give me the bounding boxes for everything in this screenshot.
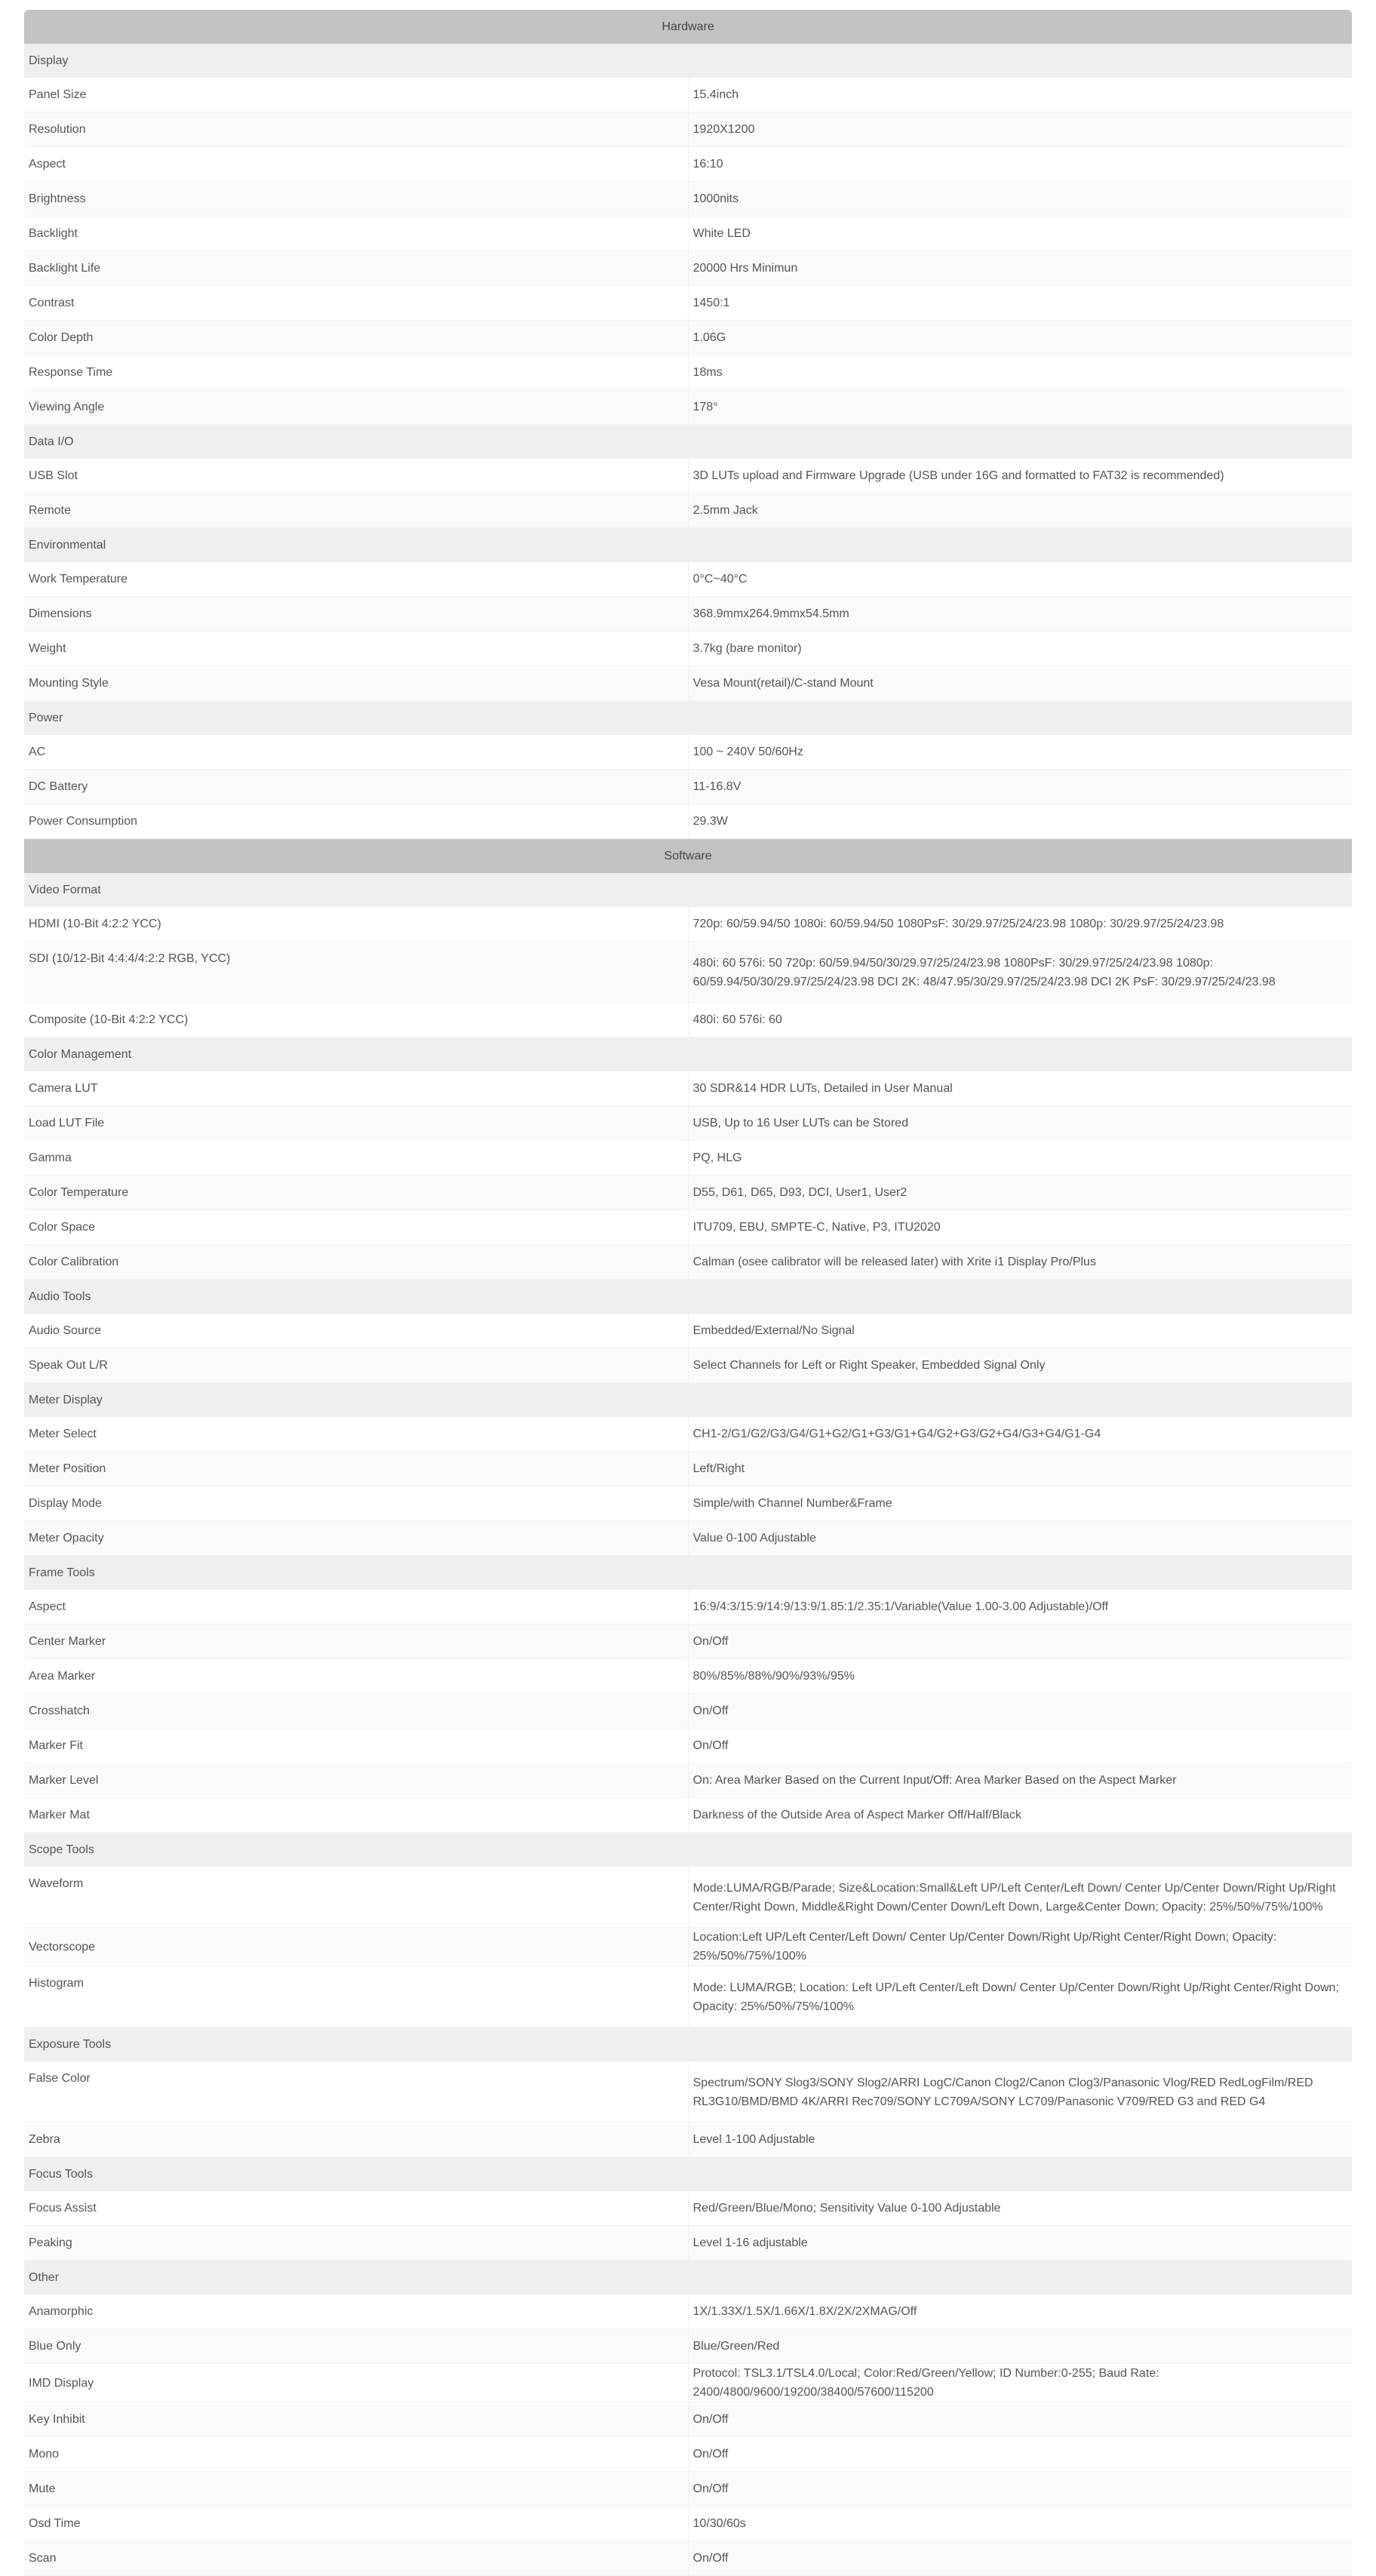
spec-label: Response Time xyxy=(24,355,688,390)
spec-label: Anamorphic xyxy=(24,2295,688,2329)
spec-label: USB Slot xyxy=(24,459,688,493)
spec-row xyxy=(24,1486,1352,1521)
spec-label: Brightness xyxy=(24,182,688,217)
spec-label: Speak Out L/R xyxy=(24,1348,688,1383)
spec-label: Focus Assist xyxy=(24,2191,688,2226)
category-row xyxy=(24,2157,1352,2192)
spec-label: Remote xyxy=(24,493,688,528)
spec-value: 16:10 xyxy=(688,147,1352,182)
spec-row xyxy=(24,1867,1352,1928)
spec-label: Gamma xyxy=(24,1141,688,1176)
spec-label: Backlight Life xyxy=(24,251,688,286)
spec-label: Center Marker xyxy=(24,1625,688,1659)
spec-label: Vectorscope xyxy=(24,1928,688,1966)
category-row xyxy=(24,1833,1352,1867)
spec-label: Color Calibration xyxy=(24,1245,688,1280)
spec-label: Mute xyxy=(24,2472,688,2507)
spec-value: 0°C~40°C xyxy=(688,562,1352,597)
spec-value: On: Area Marker Based on the Current Input/Off: Area Marker Based on the Aspect Marker xyxy=(688,1763,1352,1798)
spec-label: False Color xyxy=(24,2061,688,2123)
spec-row xyxy=(24,1106,1352,1141)
spec-value: 18ms xyxy=(688,355,1352,390)
spec-value: Embedded/External/No Signal xyxy=(688,1314,1352,1348)
spec-row xyxy=(24,1521,1352,1556)
spec-row xyxy=(24,251,1352,286)
spec-table-container xyxy=(24,10,1352,2576)
category-row xyxy=(24,1383,1352,1418)
spec-value: 178° xyxy=(688,390,1352,425)
spec-value: CH1-2/G1/G2/G3/G4/G1+G2/G1+G3/G1+G4/G2+G3/G2+G4/G3+G4/G1-G4 xyxy=(688,1417,1352,1452)
category-row xyxy=(24,1556,1352,1591)
spec-value: Left/Right xyxy=(688,1452,1352,1486)
spec-label: Meter Select xyxy=(24,1417,688,1452)
spec-row xyxy=(24,1694,1352,1729)
spec-row xyxy=(24,907,1352,942)
spec-value: 1X/1.33X/1.5X/1.66X/1.8X/2X/2XMAG/Off xyxy=(688,2295,1352,2329)
spec-value: ITU709, EBU, SMPTE-C, Native, P3, ITU2020 xyxy=(688,1210,1352,1245)
category-title: Display xyxy=(24,44,1352,78)
spec-label: Audio Source xyxy=(24,1314,688,1348)
spec-row xyxy=(24,1348,1352,1383)
spec-row xyxy=(24,1314,1352,1348)
spec-label: Marker Fit xyxy=(24,1729,688,1763)
spec-value: 16:9/4:3/15:9/14:9/13:9/1.85:1/2.35:1/Variable(Value 1.00-3.00 Adjustable)/Off xyxy=(688,1590,1352,1625)
spec-row xyxy=(24,2541,1352,2576)
spec-row xyxy=(24,390,1352,425)
category-title: Frame Tools xyxy=(24,1556,1352,1591)
section-header xyxy=(24,10,1352,44)
spec-label: Meter Opacity xyxy=(24,1521,688,1556)
spec-value: Darkness of the Outside Area of Aspect Marker Off/Half/Black xyxy=(688,1798,1352,1833)
spec-label: Scan xyxy=(24,2541,688,2576)
category-title: Data I/O xyxy=(24,425,1352,460)
spec-row xyxy=(24,2402,1352,2437)
spec-row xyxy=(24,217,1352,251)
spec-value: 1450:1 xyxy=(688,286,1352,321)
spec-value: Location:Left UP/Left Center/Left Down/ Center Up/Center Down/Right Up/Right Center/Right Down; Opacity: 25%/50%/75%/100% xyxy=(688,1928,1352,1966)
spec-value: 20000 Hrs Minimun xyxy=(688,251,1352,286)
spec-value: Calman (osee calibrator will be released later) with Xrite i1 Display Pro/Plus xyxy=(688,1245,1352,1280)
spec-value: Protocol: TSL3.1/TSL4.0/Local; Color:Red/Green/Yellow; ID Number:0-255; Baud Rate: 2400/4800/9600/19200/38400/57600/115200 xyxy=(688,2364,1352,2402)
spec-label: Aspect xyxy=(24,147,688,182)
spec-label: Color Space xyxy=(24,1210,688,1245)
spec-row xyxy=(24,770,1352,804)
spec-row xyxy=(24,1798,1352,1833)
category-row xyxy=(24,425,1352,460)
spec-row xyxy=(24,2472,1352,2507)
spec-value: 80%/85%/88%/90%/93%/95% xyxy=(688,1659,1352,1694)
spec-row xyxy=(24,2507,1352,2541)
spec-row xyxy=(24,1417,1352,1452)
spec-row xyxy=(24,182,1352,217)
spec-row xyxy=(24,1210,1352,1245)
spec-label: Osd Time xyxy=(24,2507,688,2541)
category-title: Exposure Tools xyxy=(24,2027,1352,2062)
spec-value: Simple/with Channel Number&Frame xyxy=(688,1486,1352,1521)
category-title: Focus Tools xyxy=(24,2157,1352,2192)
spec-value: Spectrum/SONY Slog3/SONY Slog2/ARRI LogC/Canon Clog2/Canon Clog3/Panasonic Vlog/RED RedLogFilm/RED RL3G10/BMD/BMD 4K/ARRI Rec709/SONY LC709A/SONY LC709/Panasonic V709/RED G3 and RED G4 xyxy=(688,2061,1352,2123)
spec-value: 3.7kg (bare monitor) xyxy=(688,632,1352,666)
spec-value: 11-16.8V xyxy=(688,770,1352,804)
spec-value: On/Off xyxy=(688,2541,1352,2576)
spec-row xyxy=(24,78,1352,112)
spec-value: Value 0-100 Adjustable xyxy=(688,1521,1352,1556)
spec-row xyxy=(24,112,1352,147)
category-title: Color Management xyxy=(24,1037,1352,1072)
spec-row xyxy=(24,2226,1352,2261)
spec-label: Zebra xyxy=(24,2123,688,2157)
spec-label: Color Depth xyxy=(24,321,688,355)
spec-value: White LED xyxy=(688,217,1352,251)
spec-label: Marker Mat xyxy=(24,1798,688,1833)
spec-value: On/Off xyxy=(688,1729,1352,1763)
spec-label: Histogram xyxy=(24,1966,688,2027)
spec-row xyxy=(24,1245,1352,1280)
spec-label: Mounting Style xyxy=(24,666,688,701)
spec-label: Contrast xyxy=(24,286,688,321)
spec-row xyxy=(24,1763,1352,1798)
spec-value: On/Off xyxy=(688,1625,1352,1659)
section-title: Hardware xyxy=(24,10,1352,44)
spec-row xyxy=(24,1071,1352,1106)
spec-value: 29.3W xyxy=(688,804,1352,839)
category-row xyxy=(24,2027,1352,2062)
spec-label: Blue Only xyxy=(24,2329,688,2364)
section-title: Software xyxy=(24,839,1352,874)
category-row xyxy=(24,873,1352,907)
spec-label: Panel Size xyxy=(24,78,688,112)
spec-row xyxy=(24,2061,1352,2123)
spec-row xyxy=(24,355,1352,390)
spec-label: Key Inhibit xyxy=(24,2402,688,2437)
category-row xyxy=(24,701,1352,736)
spec-row xyxy=(24,2295,1352,2329)
spec-row xyxy=(24,666,1352,701)
spec-row xyxy=(24,493,1352,528)
spec-value: 480i: 60 576i: 60 xyxy=(688,1003,1352,1037)
category-title: Power xyxy=(24,701,1352,736)
spec-label: IMD Display xyxy=(24,2364,688,2402)
spec-row xyxy=(24,1176,1352,1210)
spec-label: Area Marker xyxy=(24,1659,688,1694)
spec-value: On/Off xyxy=(688,2402,1352,2437)
spec-value: Level 1-16 adjustable xyxy=(688,2226,1352,2261)
spec-label: Crosshatch xyxy=(24,1694,688,1729)
spec-row xyxy=(24,321,1352,355)
spec-row xyxy=(24,459,1352,493)
spec-row xyxy=(24,2437,1352,2472)
spec-label: Resolution xyxy=(24,112,688,147)
spec-value: 30 SDR&14 HDR LUTs, Detailed in User Manual xyxy=(688,1071,1352,1106)
spec-row xyxy=(24,147,1352,182)
spec-row xyxy=(24,1659,1352,1694)
spec-row xyxy=(24,2191,1352,2226)
spec-row xyxy=(24,562,1352,597)
spec-row xyxy=(24,942,1352,1003)
spec-label: Aspect xyxy=(24,1590,688,1625)
spec-label: SDI (10/12-Bit 4:4:4/4:2:2 RGB, YCC) xyxy=(24,942,688,1003)
spec-row xyxy=(24,1141,1352,1176)
spec-row xyxy=(24,1003,1352,1037)
category-title: Other xyxy=(24,2261,1352,2295)
spec-label: Color Temperature xyxy=(24,1176,688,1210)
section-header xyxy=(24,839,1352,874)
spec-value: USB, Up to 16 User LUTs can be Stored xyxy=(688,1106,1352,1141)
spec-label: Composite (10-Bit 4:2:2 YCC) xyxy=(24,1003,688,1037)
spec-value: 2.5mm Jack xyxy=(688,493,1352,528)
category-title: Meter Display xyxy=(24,1383,1352,1418)
spec-label: Weight xyxy=(24,632,688,666)
spec-value: Select Channels for Left or Right Speaker, Embedded Signal Only xyxy=(688,1348,1352,1383)
spec-value: 720p: 60/59.94/50 1080i: 60/59.94/50 1080PsF: 30/29.97/25/24/23.98 1080p: 30/29.97/25/24/23.98 xyxy=(688,907,1352,942)
spec-value: D55, D61, D65, D93, DCI, User1, User2 xyxy=(688,1176,1352,1210)
spec-table xyxy=(24,10,1352,2576)
spec-label: DC Battery xyxy=(24,770,688,804)
spec-row xyxy=(24,2364,1352,2402)
spec-row xyxy=(24,1625,1352,1659)
category-row xyxy=(24,528,1352,563)
spec-label: Dimensions xyxy=(24,597,688,632)
spec-row xyxy=(24,1452,1352,1486)
spec-row xyxy=(24,2123,1352,2157)
spec-value: 15.4inch xyxy=(688,78,1352,112)
spec-value: Level 1-100 Adjustable xyxy=(688,2123,1352,2157)
spec-value: PQ, HLG xyxy=(688,1141,1352,1176)
spec-value: Mode:LUMA/RGB/Parade; Size&Location:Small&Left UP/Left Center/Left Down/ Center Up/Center Down/Right Up/Right Center/Right Down, Middle&Right Down/Center Down/Left Down, Large&Center Down; Opacity: 25%/50%/75%/100% xyxy=(688,1867,1352,1928)
spec-value: 368.9mmx264.9mmx54.5mm xyxy=(688,597,1352,632)
spec-row xyxy=(24,286,1352,321)
spec-label: Work Temperature xyxy=(24,562,688,597)
spec-label: Mono xyxy=(24,2437,688,2472)
category-row xyxy=(24,1280,1352,1314)
spec-value: Mode: LUMA/RGB; Location: Left UP/Left Center/Left Down/ Center Up/Center Down/Right Up/Right Center/Right Down; Opacity: 25%/50%/75%/100% xyxy=(688,1966,1352,2027)
spec-label: Marker Level xyxy=(24,1763,688,1798)
spec-label: Viewing Angle xyxy=(24,390,688,425)
spec-value: On/Off xyxy=(688,2472,1352,2507)
spec-value: 1000nits xyxy=(688,182,1352,217)
spec-label: HDMI (10-Bit 4:2:2 YCC) xyxy=(24,907,688,942)
spec-label: Display Mode xyxy=(24,1486,688,1521)
category-row xyxy=(24,1037,1352,1072)
spec-row xyxy=(24,2329,1352,2364)
spec-row xyxy=(24,804,1352,839)
spec-value: 3D LUTs upload and Firmware Upgrade (USB under 16G and formatted to FAT32 is recommended) xyxy=(688,459,1352,493)
category-title: Video Format xyxy=(24,873,1352,907)
spec-row xyxy=(24,1966,1352,2027)
category-title: Scope Tools xyxy=(24,1833,1352,1867)
category-title: Environmental xyxy=(24,528,1352,563)
spec-label: Load LUT File xyxy=(24,1106,688,1141)
category-title: Audio Tools xyxy=(24,1280,1352,1314)
spec-value: 1.06G xyxy=(688,321,1352,355)
spec-value: 10/30/60s xyxy=(688,2507,1352,2541)
spec-value: Red/Green/Blue/Mono; Sensitivity Value 0-100 Adjustable xyxy=(688,2191,1352,2226)
spec-row xyxy=(24,1590,1352,1625)
spec-row xyxy=(24,1729,1352,1763)
spec-label: Waveform xyxy=(24,1867,688,1928)
spec-value: Blue/Green/Red xyxy=(688,2329,1352,2364)
spec-label: Backlight xyxy=(24,217,688,251)
spec-value: 1920X1200 xyxy=(688,112,1352,147)
spec-label: Meter Position xyxy=(24,1452,688,1486)
category-row xyxy=(24,44,1352,78)
spec-row xyxy=(24,632,1352,666)
spec-value: 100 ~ 240V 50/60Hz xyxy=(688,735,1352,770)
spec-label: Power Consumption xyxy=(24,804,688,839)
spec-label: AC xyxy=(24,735,688,770)
spec-value: On/Off xyxy=(688,1694,1352,1729)
spec-label: Peaking xyxy=(24,2226,688,2261)
spec-row xyxy=(24,735,1352,770)
spec-row xyxy=(24,597,1352,632)
spec-row xyxy=(24,1928,1352,1966)
spec-label: Camera LUT xyxy=(24,1071,688,1106)
spec-value: Vesa Mount(retail)/C-stand Mount xyxy=(688,666,1352,701)
spec-value: 480i: 60 576i: 50 720p: 60/59.94/50/30/29.97/25/24/23.98 1080PsF: 30/29.97/25/24/23.98 1080p: 60/59.94/50/30/29.97/25/24/23.98 DCI 2K: 48/47.95/30/29.97/25/24/23.98 DCI 2K PsF: 30/29.97/25/24/23.98 xyxy=(688,942,1352,1003)
spec-value: On/Off xyxy=(688,2437,1352,2472)
category-row xyxy=(24,2261,1352,2295)
